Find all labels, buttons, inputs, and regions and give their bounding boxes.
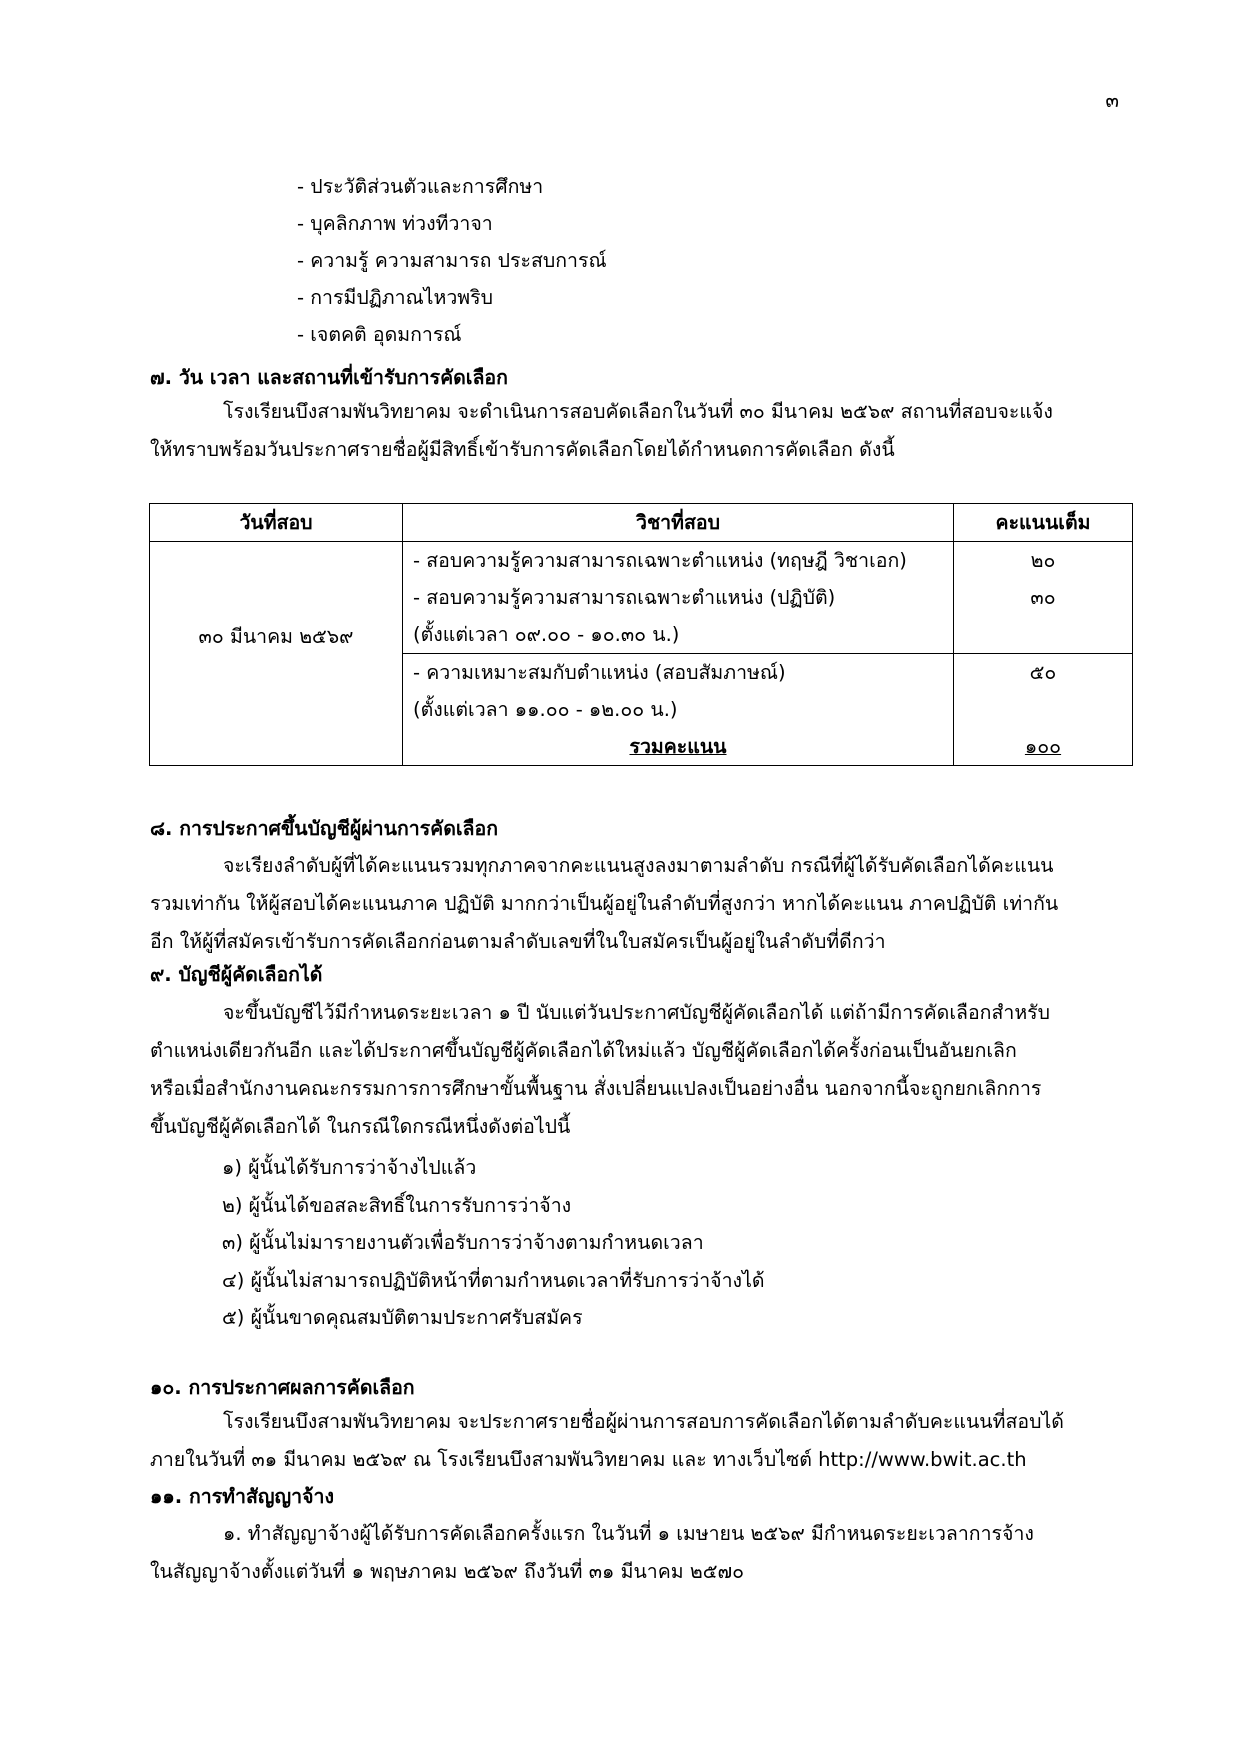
list-item: ๓) ผู้นั้นไม่มารายงานตัวเพื่อรับการว่าจ้างตามกำหนดเวลา [222, 1231, 704, 1254]
interview-topic: - การมีปฏิภาณไหวพริบ [297, 286, 493, 309]
section7-heading: ๗. วัน เวลา และสถานที่เข้ารับการคัดเลือก [150, 366, 508, 389]
paragraph-line: ในสัญญาจ้างตั้งแต่วันที่ ๑ พฤษภาคม ๒๕๖๙ ถึงวันที่ ๓๑ มีนาคม ๒๕๗๐ [150, 1560, 745, 1583]
score-cell [954, 654, 1133, 766]
paragraph-line: ให้ทราบพร้อมวันประกาศรายชื่อผู้มีสิทธิ์เข้ารับการคัดเลือกโดยได้กำหนดการคัดเลือก ดังนี้ [150, 438, 895, 461]
table-header-row [150, 504, 1133, 542]
section11-paragraph [150, 1515, 1120, 1591]
interview-topic-list [297, 168, 607, 353]
section10-heading: ๑๐. การประกาศผลการคัดเลือก [150, 1376, 415, 1399]
total-label-text: รวมคะแนน [629, 735, 727, 758]
paragraph-line: ภายในวันที่ ๓๑ มีนาคม ๒๕๖๙ ณ โรงเรียนบึงสามพันวิทยาคม และ ทางเว็บไซต์ http://www.bwit.ac.th [150, 1448, 1027, 1471]
subject-time: (ตั้งแต่เวลา ๐๙.๐๐ - ๑๐.๓๐ น.) [413, 623, 680, 646]
list-item: ๕) ผู้นั้นขาดคุณสมบัติตามประกาศรับสมัคร [222, 1306, 583, 1329]
interview-topic: - เจตคติ อุดมการณ์ [297, 323, 462, 346]
list-item: ๑) ผู้นั้นได้รับการว่าจ้างไปแล้ว [222, 1156, 477, 1179]
subject-interview: - ความเหมาะสมกับตำแหน่ง (สอบสัมภาษณ์) [413, 661, 786, 684]
paragraph-line: โรงเรียนบึงสามพันวิทยาคม จะประกาศรายชื่อผู้ผ่านการสอบการคัดเลือกได้ตามลำดับคะแนนที่สอบได้ [223, 1410, 1064, 1433]
total-score-text: ๑๐๐ [1024, 735, 1062, 758]
exam-date-cell [150, 542, 403, 766]
score-theory: ๒๐ [1030, 549, 1056, 572]
header-full-score: คะแนนเต็ม [954, 504, 1133, 542]
section8-paragraph [150, 847, 1120, 961]
interview-topic: - ความรู้ ความสามารถ ประสบการณ์ [297, 249, 607, 272]
total-score [954, 728, 1132, 765]
total-label [403, 728, 953, 765]
score-practical: ๓๐ [1030, 586, 1056, 609]
page-number: ๓ [1105, 88, 1119, 112]
list-item: ๔) ผู้นั้นไม่สามารถปฏิบัติหน้าที่ตามกำหนดเวลาที่รับการว่าจ้างได้ [222, 1268, 765, 1292]
paragraph-line: ตำแหน่งเดียวกันอีก และได้ประกาศขึ้นบัญชีผู้คัดเลือกได้ใหม่แล้ว บัญชีผู้คัดเลือกได้ครั้งก่อนเป็นอันยกเลิก [150, 1039, 1017, 1062]
table-row [150, 542, 1133, 654]
header-exam-subject: วิชาที่สอบ [403, 504, 954, 542]
section7-paragraph [150, 393, 1120, 469]
score-blank [954, 691, 1132, 728]
section9-paragraph [150, 994, 1120, 1146]
subject-theory: - สอบความรู้ความสามารถเฉพาะตำแหน่ง (ทฤษฎี วิชาเอก) [413, 549, 907, 572]
section9-heading: ๙. บัญชีผู้คัดเลือกได้ [150, 963, 323, 986]
score-blank [954, 616, 1132, 653]
score-cell [954, 542, 1133, 654]
paragraph-line: จะเรียงลำดับผู้ที่ได้คะแนนรวมทุกภาคจากคะแนนสูงลงมาตามลำดับ กรณีที่ผู้ได้รับคัดเลือกได้คะแนน [223, 854, 1054, 877]
exam-date: ๓๐ มีนาคม ๒๕๖๙ [198, 625, 354, 648]
paragraph-line: ขึ้นบัญชีผู้คัดเลือกได้ ในกรณีใดกรณีหนึ่งดังต่อไปนี้ [150, 1115, 571, 1138]
section11-heading: ๑๑. การทำสัญญาจ้าง [150, 1485, 334, 1508]
interview-topic: - บุคลิกภาพ ท่วงทีวาจา [297, 212, 493, 235]
score-interview: ๕๐ [1029, 661, 1057, 684]
paragraph-line: หรือเมื่อสำนักงานคณะกรรมการการศึกษาขั้นพื้นฐาน สั่งเปลี่ยนแปลงเป็นอย่างอื่น นอกจากนี้จะถูกยกเลิกการ [150, 1077, 1042, 1100]
paragraph-line: โรงเรียนบึงสามพันวิทยาคม จะดำเนินการสอบคัดเลือกในวันที่ ๓๐ มีนาคม ๒๕๖๙ สถานที่สอบจะแจ้ง [223, 400, 1053, 423]
header-exam-date: วันที่สอบ [150, 504, 403, 542]
subject-time: (ตั้งแต่เวลา ๑๑.๐๐ - ๑๒.๐๐ น.) [413, 698, 678, 721]
paragraph-line: อีก ให้ผู้ที่สมัครเข้ารับการคัดเลือกก่อนตามลำดับเลขที่ในใบสมัครเป็นผู้อยู่ในลำดับที่ดีกว่า [150, 930, 886, 953]
subject-cell [403, 542, 954, 654]
paragraph-line: รวมเท่ากัน ให้ผู้สอบได้คะแนนภาค ปฏิบัติ มากกว่าเป็นผู้อยู่ในลำดับที่สูงกว่า หากได้คะแนน ภาคปฏิบัติ เท่ากัน [150, 892, 1059, 915]
section10-paragraph [150, 1403, 1120, 1479]
exam-schedule-table [149, 503, 1133, 766]
paragraph-line: จะขึ้นบัญชีไว้มีกำหนดระยะเวลา ๑ ปี นับแต่วันประกาศบัญชีผู้คัดเลือกได้ แต่ถ้ามีการคัดเลือกสำหรับ [223, 1001, 1051, 1024]
list-item: ๒) ผู้นั้นได้ขอสละสิทธิ์ในการรับการว่าจ้าง [222, 1193, 572, 1217]
cancellation-conditions-list [222, 1149, 765, 1337]
interview-topic: - ประวัติส่วนตัวและการศึกษา [297, 175, 544, 198]
section8-heading: ๘. การประกาศขึ้นบัญชีผู้ผ่านการคัดเลือก [150, 817, 499, 840]
subject-practical: - สอบความรู้ความสามารถเฉพาะตำแหน่ง (ปฏิบัติ) [413, 586, 836, 609]
subject-cell [403, 654, 954, 766]
paragraph-line: ๑. ทำสัญญาจ้างผู้ได้รับการคัดเลือกครั้งแรก ในวันที่ ๑ เมษายน ๒๕๖๙ มีกำหนดระยะเวลาการจ้าง [223, 1522, 1034, 1545]
